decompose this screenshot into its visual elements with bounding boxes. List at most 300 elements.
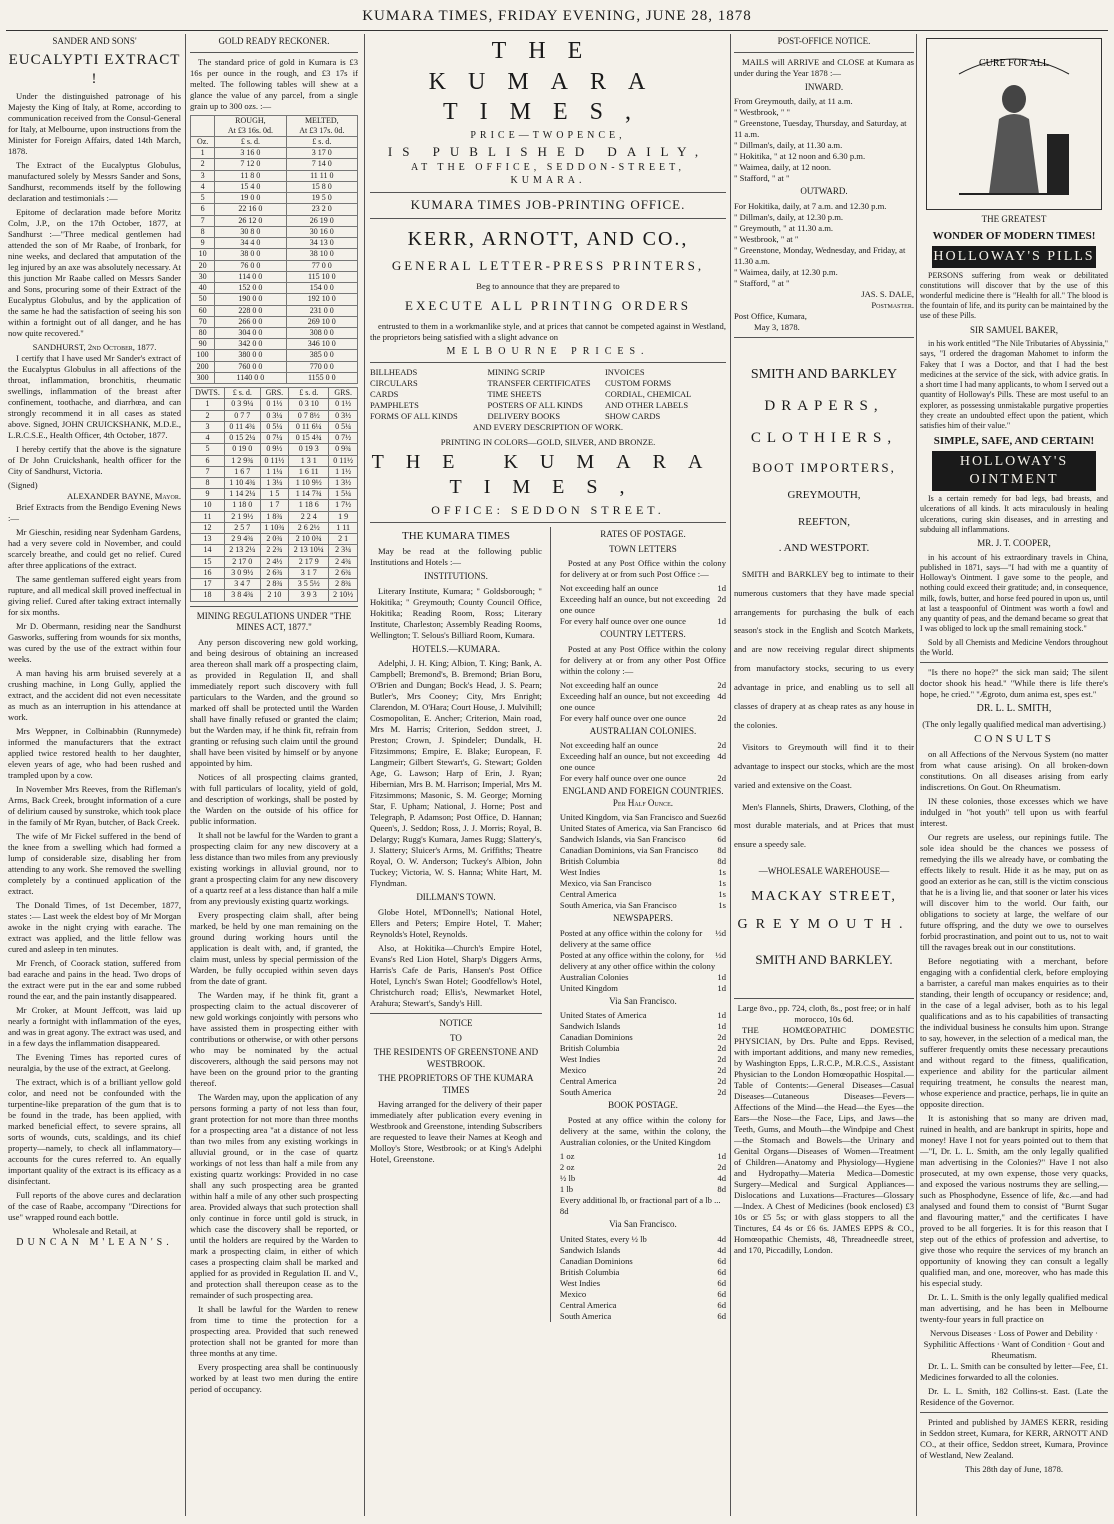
rate-value: 6d [717, 834, 726, 845]
paragraph: Is a certain remedy for bad legs, bad breasts, and ulcerations of all kinds. It acts miraculously in healing ulcerations, curing skin diseases, and in arresting and subduing all inflammations. [920, 494, 1108, 534]
mail-line: " Dillman's, daily, at 12.30 p.m. [734, 211, 844, 222]
table-row [191, 283, 358, 294]
gold-dwt-table: DWTS. £ s. d. GRS. £ s. d. GRS. 1 0 3 9¼ 0 1½ 0 3 10 0 1½ 2 0 7 7 0 3¼ 0 7 8½ 0 3½ 3 0 11 4¾ 0 5¼ 0 11 6¼ 0 5¼ 4 0 15 2¼ 0 7¼ 0 15 4¾ 0 7½ 5 0 19 0 0 9½ 0 19 3 0 9¾ 6 1 2 9¾ 0 11½ 1 3 1 0 11½ 7 1 6 7 1 1¼ 1 6 11 1 1½ 8 1 10 4¾ 1 3¼ 1 10 9½ 1 3½ 9 1 14 2¼ 1 5 1 14 7¾ 1 5¼ 10 1 18 0 1 7 1 18 6 1 7½ 11 2 1 9½ 1 8¾ 2 2 4 1 9 12 2 5 7 1 10¾ 2 6 2½ 1 11 13 2 9 4¾ 2 0¾ 2 10 0¾ 2 1 14 2 13 2¼ 2 2¾ 2 13 10¼ 2 3¼ 15 2 17 0 2 4½ 2 17 9 2 4¾ 16 3 0 9½ 2 6¾ 3 1 7 2 6¾ 17 3 4 7 2 8¾ 3 5 5½ 2 8¾ 18 3 8 4¾ 2 10 3 9 3 2 10½ [190, 387, 358, 601]
table-cell: 2 10 0¾ [289, 534, 329, 545]
rate-label: Canadian Dominions [559, 1032, 633, 1043]
subhead: INWARD. [804, 81, 844, 92]
mail-line: For Hokitika, daily, at 7 a.m. and 12.30 p.m. [734, 200, 887, 211]
table-row [191, 478, 358, 489]
table-row [191, 466, 358, 477]
table-row [191, 271, 358, 282]
table-cell: 2 3¼ [329, 545, 358, 556]
table-cell: 152 0 0 [215, 283, 286, 294]
rate-label: South America [559, 1087, 612, 1098]
table-cell: 0 19 0 [225, 444, 261, 455]
rate-list [560, 740, 726, 784]
ailments-list: Nervous Diseases · Loss of Power and Debility · Syphilitic Affections · Want of Condition · Gout and Rheumatism. [923, 1327, 1105, 1360]
table-cell: 2 [191, 410, 225, 421]
paragraph: Notices of all prospecting claims granted, with full particulars of locality, yield of gold, and description of workings, shall be posted by the Warden on the outside of his office for public information. [190, 771, 358, 826]
table-cell: 1 2 9¾ [225, 455, 261, 466]
table-cell: 2 8¾ [329, 579, 358, 590]
table-row [191, 294, 358, 305]
table-cell: 1 [191, 148, 215, 159]
imprint-date: This 28th day of June, 1878. [964, 1463, 1064, 1474]
rate-value: 1d [717, 1010, 726, 1021]
table-cell: 0 3¼ [260, 410, 289, 421]
table-cell: 1 14 7¾ [289, 489, 329, 500]
table-cell: 2 6¾ [329, 567, 358, 578]
table-cell: 190 0 0 [215, 294, 286, 305]
mail-line: " Stafford, " at " [734, 173, 790, 184]
rate-label: Sandwich Islands, via San Francisco [559, 834, 686, 845]
rate-row [560, 773, 726, 784]
table-cell: 2 6¾ [260, 567, 289, 578]
paragraph: Having arranged for the delivery of their paper immediately after publication every evening in Westbrook and Greenstone, intending Subscribers are requested to leave their Names at Keogh and Molloy's Store, Westbrook; or at King's Adelphi Hotel, Greenstone. [370, 1099, 542, 1165]
badge-text: CURE FOR ALL [978, 58, 1050, 69]
table-cell: 304 0 0 [215, 327, 286, 338]
rate-label: British Columbia [559, 1043, 620, 1054]
rate-label: Not exceeding half an ounce [559, 583, 659, 594]
paragraph: It shall be lawful for the Warden to renew from time to time the protection for a prospecting area. Provided that such renewed protection shall not be granted for more than three months at any time. [190, 1303, 358, 1358]
paragraph: Posted at any Post Office within the colony for delivery at or from any other Post Office within the colony :— [559, 643, 726, 676]
table-cell: 0 3 9¼ [225, 399, 261, 410]
rate-label: For every half ounce over one ounce [559, 712, 686, 723]
readbox-title: THE KUMARA TIMES [401, 530, 510, 543]
table-row [191, 567, 358, 578]
job-item: TRANSFER CERTIFICATES [487, 378, 591, 389]
table-cell: 100 [191, 350, 215, 361]
rate-row [560, 950, 726, 972]
rate-value: 8d [717, 845, 726, 856]
rate-row [560, 713, 726, 724]
table-row [191, 350, 358, 361]
street-line: MACKAY STREET, [751, 888, 897, 904]
table-cell: 192 10 0 [286, 294, 357, 305]
table-cell: 3 [191, 421, 225, 432]
table-cell: 50 [191, 294, 215, 305]
paragraph: Adelphi, J. H. King; Albion, T. King; Bank, A. Campbell; Bremond's, B. Bremond; Brian Boru, O'Brien and Dungan; Bock's Head, J. S. Pearn; Butler's, Mrs Cooney; City, Mrs Enright; Clarendon, M. O'Hara; Court House, J. Mulvihill; Cosmopolitan, E. Ancher; Criterion, Main road, Mrs M. Harris; Criterion, Seddon street, J. Preston; Crown, J. Spindeler; Dundalk, H. Fitzsimmons; Empire, E. Blake; European, F. Langmeir; Gilbert Stewart's, G. Stewart; Golden Age, G. Lawson; Harp of Erin, J. Ryan; Hibernian, Mrs B. M. Harrison; Imperial, Mrs M. Fitzsimmons; Masonic, S. M. George; Morning Star, F. Upham; National, J. Horne; Post and Telegraph, P. Adamson; Post Office, D. Hannan; Queen's, J. Seddon; Ross, J. J. Morris; Royal, B. Delargy; Rugg's Kumara, James Rugg; Slattery's, J. Slattery; Sluicer's Arms, M. Griffiths; Theatre Royal, O. W. Anderson; Tuckey's Albion, John Tuckey; Victoria, W. S. Hanna; White Hart, M. Flyndman. [370, 658, 542, 889]
paragraph: Every prospecting area shall be continuously worked by at least two men during the entire period of occupancy. [190, 1361, 358, 1394]
rate-value: 8d [717, 856, 726, 867]
rate-value: 1d [717, 1021, 726, 1032]
subhead: DILLMAN'S TOWN. [416, 892, 496, 903]
mail-line: " Waimea, daily, at 12 noon. [734, 162, 832, 173]
paragraph: Our regrets are useless, our repinings futile. The sole idea should be the chances we possess of remedying the ills we already have, or combating the effects likely to result. Hide it as he may, put on as good an exterior as he can, still is the victim conscious that he is a living lie, and that sooner or later his vices will discover him to the world. Our faith, our obligations to society at large, the welfare of our future offspring, and the duty we owe to ourselves forbid procrastination, and point out to us, not to wait till the ravages break out in our constitutions. [920, 831, 1108, 952]
paragraph: The Warden may, if he think fit, grant a prospecting claim to the actual discoverer of new gold workings conjointly with persons who have assisted them in prospecting either with contributions or otherwise, or with other persons who may be nominated by the actual discoverers, although the said persons may not have been on the ground prior to the granting thereof. [190, 989, 358, 1088]
rate-value: 2d [717, 1076, 726, 1087]
table-cell: 266 0 0 [215, 316, 286, 327]
rate-row [560, 1032, 726, 1043]
rate-row [560, 1043, 726, 1054]
table-cell: 2 2 4 [289, 511, 329, 522]
rate-row [560, 1162, 726, 1173]
table-row [191, 148, 358, 159]
rate-row [560, 1151, 726, 1162]
job-item: CORDIAL, CHEMICAL [604, 389, 692, 400]
every-line: AND EVERY DESCRIPTION OF WORK. [472, 421, 624, 432]
table-cell: 1 9 [329, 511, 358, 522]
table-cell: 19 0 0 [215, 193, 286, 204]
rate-label: Posted at any office within the colony for delivery at the same office [559, 927, 703, 949]
job-item: DELIVERY BOOKS [487, 410, 561, 421]
rate-label: British Columbia [559, 1266, 620, 1277]
table-cell: 1 10 4¾ [225, 478, 261, 489]
rate-label: ½ lb [559, 1173, 576, 1183]
table-cell: 1 1¼ [260, 466, 289, 477]
trade-clothiers: CLOTHIERS, [750, 429, 898, 446]
masthead-rule [6, 30, 1108, 31]
rate-value: ½d [715, 927, 726, 938]
table-row [191, 511, 358, 522]
subhead: AUSTRALIAN COLONIES. [589, 725, 697, 736]
paragraph: Epitome of declaration made before Moritz Colm, J.P., on the 17th October, 1877, at Sandhurst :—"Three medical gentlemen had attended the son of Mr Raabe, of Ironbark, for nine weeks, and declared that amputation of the leg injured by an axe was absolutely necessary. At this junction Mr Raabe called on Messrs Sander and Sons, procuring some of their Extract of the Eucalyptus Globulus, and by the application of the same he had the satisfaction of seeing his son within a fortnight out of all danger, and he has now quite recovered." [8, 206, 181, 338]
rate-label: Sandwich Islands [559, 1244, 621, 1255]
beg-line: Beg to announce that they are prepared to [476, 281, 620, 292]
mail-line: From Greymouth, daily, at 11 a.m. [734, 96, 853, 107]
rate-value: 1s [718, 900, 726, 911]
firm-name: SMITH AND BARKLEY [750, 366, 898, 382]
subhead: Via San Francisco. [609, 995, 677, 1006]
table-cell: 3 17 0 [286, 148, 357, 159]
table-row [191, 545, 358, 556]
rate-label: 1 oz [559, 1151, 575, 1161]
table-cell: 1 10 9½ [289, 478, 329, 489]
rate-row [560, 845, 726, 856]
rate-row [560, 1234, 726, 1245]
rate-list [560, 583, 726, 627]
table-cell: 0 7¼ [260, 433, 289, 444]
table-cell: 2 4¾ [329, 556, 358, 567]
paragraph: Under the distinguished patronage of his Majesty the King of Italy, at Rome, according to communication received from the Consul-General for Italy, at Melbourne, upon instructions from the Minister for Foreign Affairs, dated 14th March, 1878. [8, 90, 181, 156]
rate-list [560, 1151, 726, 1195]
rate-row [560, 1184, 726, 1195]
rate-list [560, 928, 726, 994]
table-row [191, 181, 358, 192]
table-cell: 0 19 3 [289, 444, 329, 455]
paragraph: "Is there no hope?" the sick man said; The silent doctor shook his head." "While there is life there's hope, he cried." "Ægroto, dum anima est, spes est." [920, 666, 1108, 699]
table-cell: 3 1 7 [289, 567, 329, 578]
table-cell: 11 [191, 511, 225, 522]
rate-value: 4d [717, 1233, 726, 1244]
table-cell: 1 3 1 [289, 455, 329, 466]
rate-value: 2d [717, 773, 726, 784]
paragraph: Any person discovering new gold working, and being desirous of obtaining an increased area thereon shall mark off a prospecting claim, as provided in Regulation II, and shall immediately report such discovery with full particulars to the Warden, and the ground so marked off shall be protected until the Warden shall have finally refused or granted the claim; but the Warden may, if he think fit, refrain from granting or refusing such claim until the ground shall have been visited by himself or by anyone appointed by him. [190, 636, 358, 768]
place: Post Office, Kumara, [734, 310, 807, 321]
table-cell: 90 [191, 339, 215, 350]
table-row [191, 489, 358, 500]
rate-row [560, 1173, 726, 1184]
rate-value: 8d [717, 1184, 726, 1194]
table-cell: 30 8 0 [215, 226, 286, 237]
table-cell: 13 [191, 534, 225, 545]
table-cell: 2 6 2½ [289, 522, 329, 533]
table-cell: 9 [191, 238, 215, 249]
mail-line: " Greymouth, " at 11.30 a.m. [734, 222, 834, 233]
table-cell: 6 [191, 204, 215, 215]
job-item: MINING SCRIP [487, 367, 545, 378]
rate-value: 2d [717, 1032, 726, 1043]
subhead: SIR SAMUEL BAKER, [970, 324, 1058, 335]
wonder-line: WONDER OF MODERN TIMES! [932, 229, 1096, 242]
table-cell: 3 9 3 [289, 590, 329, 601]
rate-value: 1s [718, 867, 726, 878]
rate-label: 1 lb [559, 1184, 574, 1194]
column-eucalypti [8, 34, 181, 1514]
table-row [191, 204, 358, 215]
rate-row [560, 856, 726, 867]
paragraph: May be read at the following public Institutions and Hotels :— [370, 546, 542, 568]
rate-label: West Indies [559, 1054, 601, 1065]
rate-label: Mexico [559, 1288, 587, 1299]
rate-row [560, 878, 726, 889]
column-kumara-times [370, 34, 726, 1514]
rate-list [560, 680, 726, 724]
table-cell: 1 5 [260, 489, 289, 500]
table-cell: 0 15 4¾ [289, 433, 329, 444]
subhead: BOOK POSTAGE. [608, 1100, 678, 1111]
rate-value: 4d [717, 1173, 726, 1183]
job-item: FORMS OF ALL KINDS [370, 410, 458, 421]
firm-name-2: SMITH AND BARKLEY. [755, 951, 893, 967]
wholesale-line: Wholesale and Retail, at [52, 1225, 137, 1236]
rate-label: United States of America, via San Francisco [559, 823, 712, 834]
table-row [191, 215, 358, 226]
subhead: COUNTRY LETTERS. [600, 629, 686, 640]
paragraph: Visitors to Greymouth will find it to their advantage to inspect our stocks, which are the most varied and extensive on the Coast. [734, 741, 914, 790]
paragraph: Mr Gieschin, residing near Sydenham Gardens, had a very severe cold in November, and could scarcely breathe, and could get no relief. Cured after three applications of the extract. [8, 526, 181, 570]
paragraph: Posted at any Post Office within the colony for delivery at or from such Post Office :— [559, 558, 726, 580]
rate-label: Posted at any office within the colony, for delivery at any other office within the colony [559, 949, 716, 971]
rate-row [560, 594, 726, 616]
table-cell: 34 13 0 [286, 238, 357, 249]
table-cell: 16 [191, 567, 225, 578]
table-cell: 380 0 0 [215, 350, 286, 361]
office-line-2: OFFICE: SEDDON STREET. [431, 503, 665, 517]
mail-list [734, 96, 914, 184]
rate-row [560, 1267, 726, 1278]
table-cell: 7 [191, 215, 215, 226]
section-title: POST-OFFICE NOTICE. [777, 36, 871, 46]
table-cell: 15 8 0 [286, 181, 357, 192]
colors-line: PRINTING IN COLORS—GOLD, SILVER, AND BRONZE. [440, 436, 656, 447]
rate-label: For every half ounce over one ounce [559, 773, 686, 784]
table-cell: 0 7 7 [225, 410, 261, 421]
rate-label: Canadian Dominions [559, 1255, 633, 1266]
table-cell: 0 5¼ [329, 421, 358, 432]
rate-value: 2d [717, 679, 726, 690]
table-row [191, 421, 358, 432]
rate-value: 4d [717, 690, 726, 701]
mail-line: " Westbrook, " at " [734, 233, 799, 244]
table-cell: 34 4 0 [215, 238, 286, 249]
table-cell: 2 0¾ [260, 534, 289, 545]
paragraph: Dr. L. L. Smith can be consulted by letter—Fee, £1. Medicines forwarded to all the colonies. [920, 1360, 1108, 1382]
rate-list [560, 1234, 726, 1322]
pills-banner: HOLLOWAY'S PILLS [932, 246, 1096, 268]
table-cell: 0 7 8½ [289, 410, 329, 421]
paragraph: in his work entitled "The Nile Tributaries of Abyssinia," says, "I ordered the dragoman Mahomet to inform the Fakey that I was a Doctor, and that I had the best medicines at the service of the sick, with advice gratis. In a short time I had many applicants, to whom I served out a quantity of Holloway's Pills. These are most useful to an explorer, as possessing unmistakable purgative properties they create an undoubted effect upon the patient, which satisfies him of their value." [920, 339, 1108, 431]
table-cell: 2 9 4¾ [225, 534, 261, 545]
paragraph: Globe Hotel, M'Donnell's; National Hotel, Ellers and Peters; Empire Hotel, T. Maher; Reynolds's Hotel, Reynolds. [370, 906, 542, 939]
table-row [191, 444, 358, 455]
rate-list [560, 1010, 726, 1098]
job-item: CARDS [370, 389, 399, 400]
table-cell: 2 17 0 [225, 556, 261, 567]
trade-drapers: DRAPERS, [764, 398, 884, 415]
table-cell: 3 8 4¾ [225, 590, 261, 601]
notice-proprietors: THE PROPRIETORS OF THE KUMARA TIMES [378, 1073, 534, 1095]
rate-value: 6d [717, 1288, 726, 1299]
job-item: PAMPHLETS [370, 400, 419, 411]
table-cell: 7 12 0 [215, 159, 286, 170]
mail-line: " Hokitika, " at 12 noon and 6.30 p.m. [734, 151, 866, 162]
rate-list [560, 812, 726, 911]
table-cell: 60 [191, 305, 215, 316]
paragraph: The standard price of gold in Kumara is £3 16s per ounce in the rough, and £3 17s if melted. The following tables will shew at a glance the value of any parcel, from a single grain up to 300 ozs. :— [190, 56, 358, 111]
table-cell: 1 6 7 [225, 466, 261, 477]
rate-label: Not exceeding half an ounce [559, 679, 659, 690]
job-item: CIRCULARS [370, 378, 418, 389]
table-cell: 0 11½ [329, 455, 358, 466]
job-item: BILLHEADS [370, 367, 418, 378]
paragraph: SMITH and BARKLEY beg to intimate to their numerous customers that they have made special arrangements for purchasing the bulk of each season's stock in the English and Scotch Markets, and are now receiving regular direct shipments from manufactory stocks, securing to us every advantage in price, and enabling us to sell all classes of drapery at as cheap rates as any house in the colonies. [734, 568, 914, 730]
imprint: Printed and published by JAMES KERR, residing in Seddon street, Kumara, for KERR, ARNOTT AND CO., at their office, Seddon street, Kumara, Province of Westland, New Zealand. [920, 1416, 1108, 1460]
table-row [191, 339, 358, 350]
rate-label: Not exceeding half an ounce [559, 740, 659, 751]
table-cell: 342 0 0 [215, 339, 286, 350]
column-rule [730, 34, 731, 1516]
column-rule [916, 34, 917, 1516]
rate-value: 1d [717, 971, 726, 982]
paragraph: Posted at any office within the colony for delivery at the same, within the colony, the Australian colonies, or the United Kingdom [559, 1115, 726, 1147]
table-cell: 18 [191, 590, 225, 601]
rate-row [560, 812, 726, 823]
rate-row [560, 616, 726, 627]
greatest-line: THE GREATEST [981, 214, 1047, 224]
table-cell: 30 [191, 271, 215, 282]
paragraph: Mrs Weppner, in Colbinabbin (Runnymede) informed the manufacturers that the extract applied twice restored health to her daughter, eleven years of age, who had been rushed and trampled upon by a cow. [8, 725, 181, 780]
table-cell: 2 2¾ [260, 545, 289, 556]
column-rule [185, 34, 186, 1516]
table-cell: 2 [191, 159, 215, 170]
masthead: KUMARA TIMES, FRIDAY EVENING, JUNE 28, 1878 [362, 8, 752, 24]
rate-value: 1d [717, 616, 726, 627]
paragraph: Sold by all Chemists and Medicine Vendors throughout the World. [920, 637, 1108, 657]
table-cell: 26 19 0 [286, 215, 357, 226]
table-cell: 2 4½ [260, 556, 289, 567]
rate-value: 6d [717, 1310, 726, 1321]
rate-row [560, 1289, 726, 1300]
table-cell: 1 7½ [329, 500, 358, 511]
table-cell: 14 [191, 545, 225, 556]
subhead: TOWN LETTERS [609, 543, 677, 554]
rate-row [560, 1278, 726, 1289]
rate-value: 6d [717, 1255, 726, 1266]
rate-label: West Indies [559, 1277, 601, 1288]
paragraph: Dr. L. L. Smith, 182 Collins-st. East. (Late the Residence of the Governor. [920, 1385, 1108, 1407]
mail-line: " Westbrook, " " [734, 107, 790, 118]
table-cell: 9 [191, 489, 225, 500]
rate-value: 4d [717, 751, 726, 762]
table-cell: 22 16 0 [215, 204, 286, 215]
table-cell: 15 [191, 556, 225, 567]
table-cell: 19 5 0 [286, 193, 357, 204]
rate-row [560, 1065, 726, 1076]
paragraph: The Warden may, upon the application of any persons forming a party of not less than four, grant protection for not more than three months for a prospecting area "at a distance of not less than two miles from any existing workings in alluvial ground, or in the case of quartz workings of not less than half a mile from any existing quartz workings: Provided in no case shall any such prospecting area be granted within half a mile of any other such prospecting area. Provided always that such protection shall only continue in force until gold is struck, in which case the discovery shall be reported, or until the holders are required by the Warden to mark a prospecting claim, in either of which cases a prospecting claim shall be marked and applied for as provided in Regulation II. and V., and protection shall thereupon cease as to the remainder of such prospecting area. [190, 1091, 358, 1300]
rate-row [560, 834, 726, 845]
table-cell: 1 3¼ [260, 478, 289, 489]
job-item: POSTERS OF ALL KINDS [487, 400, 583, 411]
table-cell: 231 0 0 [286, 305, 357, 316]
table-cell: 0 9¾ [329, 444, 358, 455]
table-cell: 2 5 7 [225, 522, 261, 533]
table-cell: 2 10½ [329, 590, 358, 601]
dateline: SANDHURST, 2nd October, 1877. [32, 341, 157, 352]
rate-label: Canadian Dominions, via San Francisco [559, 845, 699, 856]
table-cell: 1 18 6 [289, 500, 329, 511]
table-cell: 1 1½ [329, 466, 358, 477]
paragraph: A man having his arm bruised severely at a crushing machine, in Long Gully, applied the extract, and the accident did not even necessitate as much as an interruption in his attendance at work. [8, 667, 181, 722]
table-cell: 10 [191, 249, 215, 260]
rate-value: 2d [717, 1162, 726, 1172]
ointment-banner: HOLLOWAY'S OINTMENT [932, 451, 1096, 491]
table-cell: 77 0 0 [286, 260, 357, 271]
rate-label: Central America [559, 1076, 617, 1087]
table-cell: 0 11 6¼ [289, 421, 329, 432]
paragraph: The extract, which is of a brilliant yellow gold color, and need not be confounded with the turpentine-like preparation of the gum that is to be found in the trade, has been applied, with marked beneficial effect, to severe sprains, all sorts of wounds, cuts, scaldings, and its chief property—namely, to check all inflammatory—accounts for the cures referred to. An equally important quality of the extract is its efficacy as a disinfectant. [8, 1076, 181, 1186]
printer-trade: GENERAL LETTER-PRESS PRINTERS, [391, 258, 705, 274]
table-cell: 0 15 2¼ [225, 433, 261, 444]
paragraph: IN these colonies, those excesses which we have indulged in "hot youth" tell upon us with fearful interest. [920, 795, 1108, 828]
gold-oz-table: ROUGH, At £3 16s. 0d. MELTED, At £3 17s. 0d. Oz. £ s. d. £ s. d. 1 3 16 0 3 17 0 2 7 12 0 7 14 0 3 11 8 0 11 11 0 4 15 4 0 15 8 0 5 19 0 0 19 5 0 6 22 16 0 23 2 0 7 26 12 0 26 19 0 8 30 8 0 30 16 0 9 34 4 0 34 13 0 10 38 0 0 38 10 0 20 76 0 0 77 0 0 30 114 0 0 115 10 0 40 152 0 0 154 0 0 50 190 0 0 192 10 0 60 228 0 0 231 0 0 70 266 0 0 269 10 0 80 304 0 0 308 0 0 90 342 0 0 346 10 0 100 380 0 0 385 0 0 200 760 0 0 770 0 0 300 1140 0 0 1155 0 0 [190, 115, 358, 385]
table-row [191, 372, 358, 383]
table-row [191, 226, 358, 237]
paragraph: Before negotiating with a merchant, before engaging with a confidential clerk, before employing a barrister, a careful man makes enquiries as to their standing, their length of occupancy or residence; and, in the case of a legal adviser, both as to his legal qualifications and as to his capabilities of transacting the individual business he consults him upon. Strange to say, however, in the selection of a medical man, the sufferer frequently omits these necessary precautions and without regard to the fitness, qualification, experience and ability for the particular ailment requiring treatment, he consults the nearest man, whose experience and practice, perhaps, lie in quite an opposite direction. [920, 955, 1108, 1109]
table-row [191, 455, 358, 466]
table-cell: 0 3 10 [289, 399, 329, 410]
table-cell: 5 [191, 193, 215, 204]
rate-row [560, 740, 726, 751]
cure-for-all-illustration [926, 38, 1102, 210]
table-row [191, 193, 358, 204]
paragraph: The wife of Mr Fickel suffered in the bend of the knee from a swelling which had formed a lump of considerable size, disabling her from attending to any work. She removed the swelling completely by a continued application of the extract. [8, 830, 181, 896]
table-cell: 38 10 0 [286, 249, 357, 260]
table-cell: 80 [191, 327, 215, 338]
rate-label: 2 oz [559, 1162, 575, 1172]
rate-row [560, 1076, 726, 1087]
table-cell: 3 4 7 [225, 579, 261, 590]
table-cell: 2 13 2¼ [225, 545, 261, 556]
rate-row [560, 751, 726, 773]
table-cell: 200 [191, 361, 215, 372]
table-cell: 5 [191, 444, 225, 455]
column-gold-reckoner [190, 34, 358, 1514]
town-name: . AND WESTPORT. [778, 541, 870, 554]
table-row [191, 399, 358, 410]
mail-line: " Greenstone, Monday, Wednesday, and Friday, at 11.30 a.m. [734, 244, 906, 266]
table-cell: 1 [191, 399, 225, 410]
rate-value: 1s [718, 878, 726, 889]
rate-label: Australian Colonies [559, 971, 629, 982]
table-cell: 23 2 0 [286, 204, 357, 215]
notice-residents: THE RESIDENTS OF GREENSTONE AND WESTBROOK. [373, 1047, 539, 1069]
town-line: KUMARA. [510, 175, 586, 187]
table-row [191, 410, 358, 421]
signer-role: Postmaster. [871, 299, 914, 310]
table-cell: 0 11½ [260, 455, 289, 466]
notice-title: NOTICE [439, 1017, 473, 1028]
table-cell: 26 12 0 [215, 215, 286, 226]
